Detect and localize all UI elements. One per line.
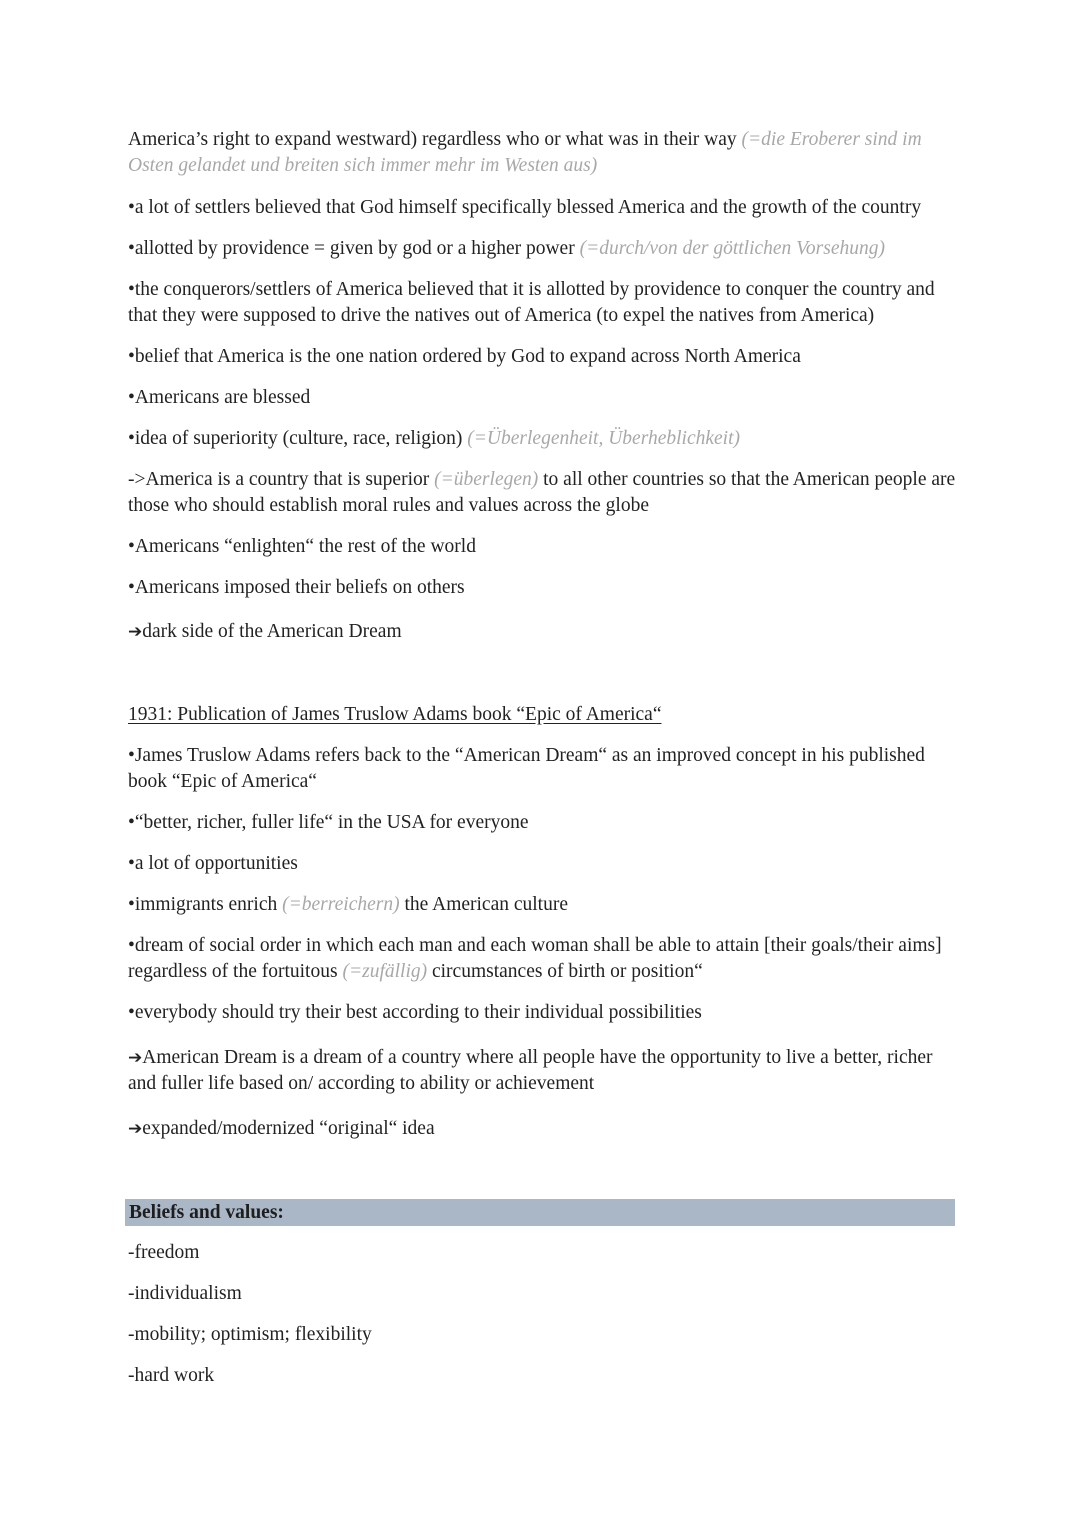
bullet-gloss: (=durch/von der göttlichen Vorsehung) (579, 238, 885, 259)
bullet-superiority (128, 426, 958, 452)
beliefs-values-heading-banner (125, 1199, 955, 1226)
intro-paragraph (128, 127, 958, 179)
conclusion-text: expanded/modernized “original“ idea (142, 1118, 435, 1139)
bullet-text-post: the American culture (399, 894, 568, 915)
bullet-enlighten: •Americans “enlighten“ the rest of the world (128, 536, 476, 557)
bullet-gloss: (=überlegen) (434, 469, 539, 490)
conclusion-expanded-idea (128, 1116, 958, 1142)
bullet-gloss: (=berreichern) (282, 894, 400, 915)
bullet-text-pre: •dream of social order in which each man and each woman shall be able to attain [their goals/their aims] regardless of the fortuitous (128, 935, 942, 982)
list-item-individualism: -individualism (128, 1283, 242, 1304)
right-arrow-icon: ➔ (128, 1119, 143, 1139)
bullet-better-life: •“better, richer, fuller life“ in the USA for everyone (128, 812, 529, 833)
bullet-imposed-beliefs: •Americans imposed their beliefs on others (128, 577, 465, 598)
bullet-immigrants-enrich (128, 892, 958, 918)
bullet-text-pre: •immigrants enrich (128, 894, 283, 915)
bullet-text: •allotted by providence = given by god or a higher power (128, 238, 580, 259)
bullet-conquerors: •the conquerors/settlers of America believed that it is allotted by providence to conquer the country and that they were supposed to drive the natives out of America (to expel the natives from America) (128, 279, 935, 326)
bullet-americans-blessed: •Americans are blessed (128, 387, 311, 408)
bullet-text: •idea of superiority (culture, race, religion) (128, 428, 468, 449)
bullet-text-pre: ->America is a country that is superior (128, 469, 435, 490)
bullet-one-nation: •belief that America is the one nation ordered by God to expand across North America (128, 346, 801, 367)
conclusion-dark-side (128, 619, 958, 645)
right-arrow-icon: ➔ (128, 1048, 143, 1068)
list-item-hard-work: -hard work (128, 1365, 215, 1386)
conclusion-text: American Dream is a dream of a country where all people have the opportunity to live a better, richer and fuller life based on/ according to ability or achievement (128, 1047, 933, 1094)
right-arrow-icon: ➔ (128, 622, 143, 642)
conclusion-american-dream (128, 1045, 958, 1097)
conclusion-text: dark side of the American Dream (142, 621, 402, 642)
bullet-settlers-blessed: •a lot of settlers believed that God himself specifically blessed America and the growth of the country (128, 197, 922, 218)
bullet-gloss: (=Überlegenheit, Überheblichkeit) (467, 428, 740, 449)
bullet-america-superior (128, 467, 958, 519)
intro-gloss: (=die Eroberer sind im Osten gelandet und breiten sich immer mehr im Westen aus) (128, 129, 922, 176)
bullet-try-best: •everybody should try their best according to their individual possibilities (128, 1002, 702, 1023)
intro-text: America’s right to expand westward) regardless who or what was in their way (128, 129, 742, 150)
bullet-allotted-by-providence (128, 236, 958, 262)
bullet-gloss: (=zufällig) (342, 961, 428, 982)
beliefs-values-heading: Beliefs and values: (129, 1202, 284, 1223)
bullet-adams-refers: •James Truslow Adams refers back to the “American Dream“ as an improved concept in his published book “Epic of America“ (128, 745, 925, 792)
section-heading-1931: 1931: Publication of James Truslow Adams book “Epic of America“ (128, 704, 662, 725)
list-item-mobility: -mobility; optimism; flexibility (128, 1324, 372, 1345)
bullet-social-order (128, 933, 958, 985)
list-item-freedom: -freedom (128, 1242, 200, 1263)
bullet-opportunities: •a lot of opportunities (128, 853, 298, 874)
bullet-text-post: to all other countries so that the American people are those who should establish moral rules and values across the globe (128, 469, 956, 516)
bullet-text-post: circumstances of birth or position“ (427, 961, 703, 982)
